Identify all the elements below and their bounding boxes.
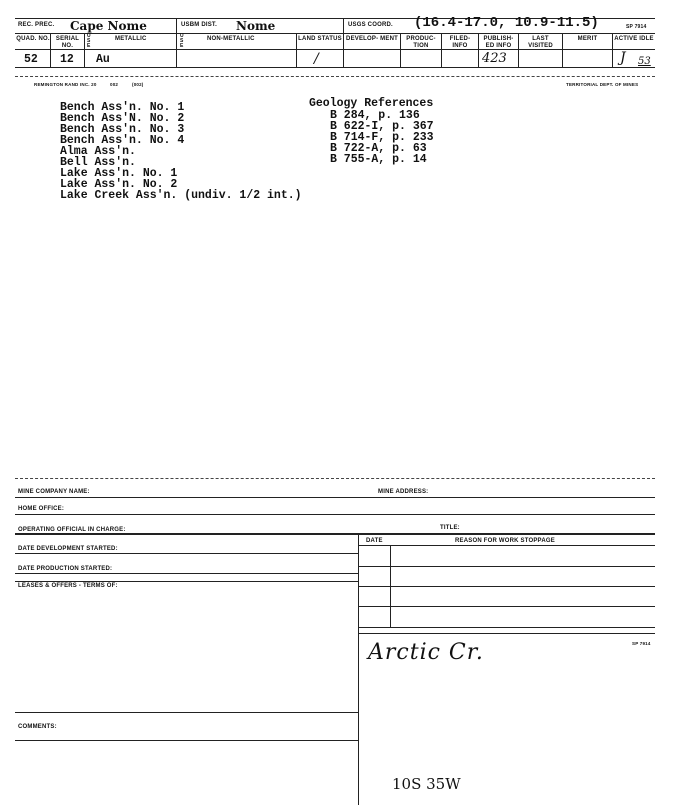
rec-prec-value: Cape Nome [70,19,147,33]
mine-address-label: MINE ADDRESS: [378,489,429,495]
active-idle-mark: J [620,50,626,66]
active-idle-number: 53 [638,56,651,67]
col-quad: QUAD. NO. [16,36,50,42]
claim-item: Lake Creek Ass'n. (undiv. 1/2 int.) [60,189,302,202]
comments-label: COMMENTS: [18,724,57,730]
col-land-status: LAND STATUS [298,36,342,42]
metallic-value: Au [96,53,110,66]
claim-item: Bench Ass'n. No. 1 [60,101,185,114]
col-metallic: METALLIC [115,36,147,42]
form-code: SP 7914 [626,24,647,30]
col-last-visited: LAST VISITED [528,36,553,49]
land-status-mark: / [314,51,319,67]
geology-ref: B 722-A, p. 63 [330,142,427,155]
usbm-dist-label: USBM DIST. [181,22,218,28]
col-u-nonmetallic: U S E [180,33,184,49]
handwritten-creek: Arctic Cr. [368,640,484,665]
claim-item: Lake Ass'n. No. 1 [60,167,178,180]
prod-started-label: DATE PRODUCTION STARTED: [18,566,113,572]
date-label: DATE [366,538,383,544]
col-filed-info: FILED- INFO [449,36,471,49]
claim-item: Bell Ass'n. [60,156,136,169]
col-merit: MERIT [577,36,598,42]
rec-prec-label: REC. PREC. [18,22,55,28]
agency-imprint: TERRITORIAL DEPT. OF MINES [566,82,639,87]
geology-ref: B 622-I, p. 367 [330,120,434,133]
handwritten-location: 10S 35W [392,775,461,793]
home-office-label: HOME OFFICE: [18,506,65,512]
claim-item: Bench Ass'n. No. 4 [60,134,185,147]
geology-ref: B 714-F, p. 233 [330,131,434,144]
claims-list [60,102,302,201]
imprint-code-2: (002) [132,82,144,87]
col-serial: SERIAL NO. [55,36,80,49]
serial-value: 12 [60,53,74,66]
claim-item: Bench Ass'n. No. 3 [60,123,185,136]
claim-item: Alma Ass'n. [60,145,136,158]
title-label: TITLE: [440,525,460,531]
quad-value: 52 [24,53,38,66]
col-published-info: PUBLISH- ED INFO [483,36,514,49]
usbm-dist-value: Nome [236,19,276,33]
geology-ref: B 755-A, p. 14 [330,153,427,166]
reason-label: REASON FOR WORK STOPPAGE [455,538,555,544]
mine-company-label: MINE COMPANY NAME: [18,489,90,495]
dev-started-label: DATE DEVELOPMENT STARTED: [18,546,118,552]
claim-item: Bench Ass'N. No. 2 [60,112,185,125]
col-production: PRODUC- TION [406,36,436,49]
geology-ref: B 284, p. 136 [330,109,420,122]
col-development: DEVELOP- MENT [346,36,398,42]
lower-form-code: SP 7914 [632,641,651,646]
published-info-value: 423 [482,51,507,66]
claim-item: Lake Ass'n. No. 2 [60,178,178,191]
leases-label: LEASES & OFFERS - TERMS OF: [18,583,118,589]
col-nonmetallic: NON-METALLIC [207,36,255,42]
operating-official-label: OPERATING OFFICIAL IN CHARGE: [18,527,126,533]
geology-refs [330,110,434,165]
usgs-coord-label: USGS COORD. [348,22,393,28]
col-u-metallic: U S E [87,33,91,49]
imprint-code-1: 002 [110,82,119,87]
col-active-idle: ACTIVE IDLE [614,36,654,42]
printer-imprint: REMINGTON RAND INC. 20 [34,82,97,87]
geology-title: Geology References [309,97,434,110]
usgs-coord-value: (16.4-17.0, 10.9-11.5) [414,15,599,31]
